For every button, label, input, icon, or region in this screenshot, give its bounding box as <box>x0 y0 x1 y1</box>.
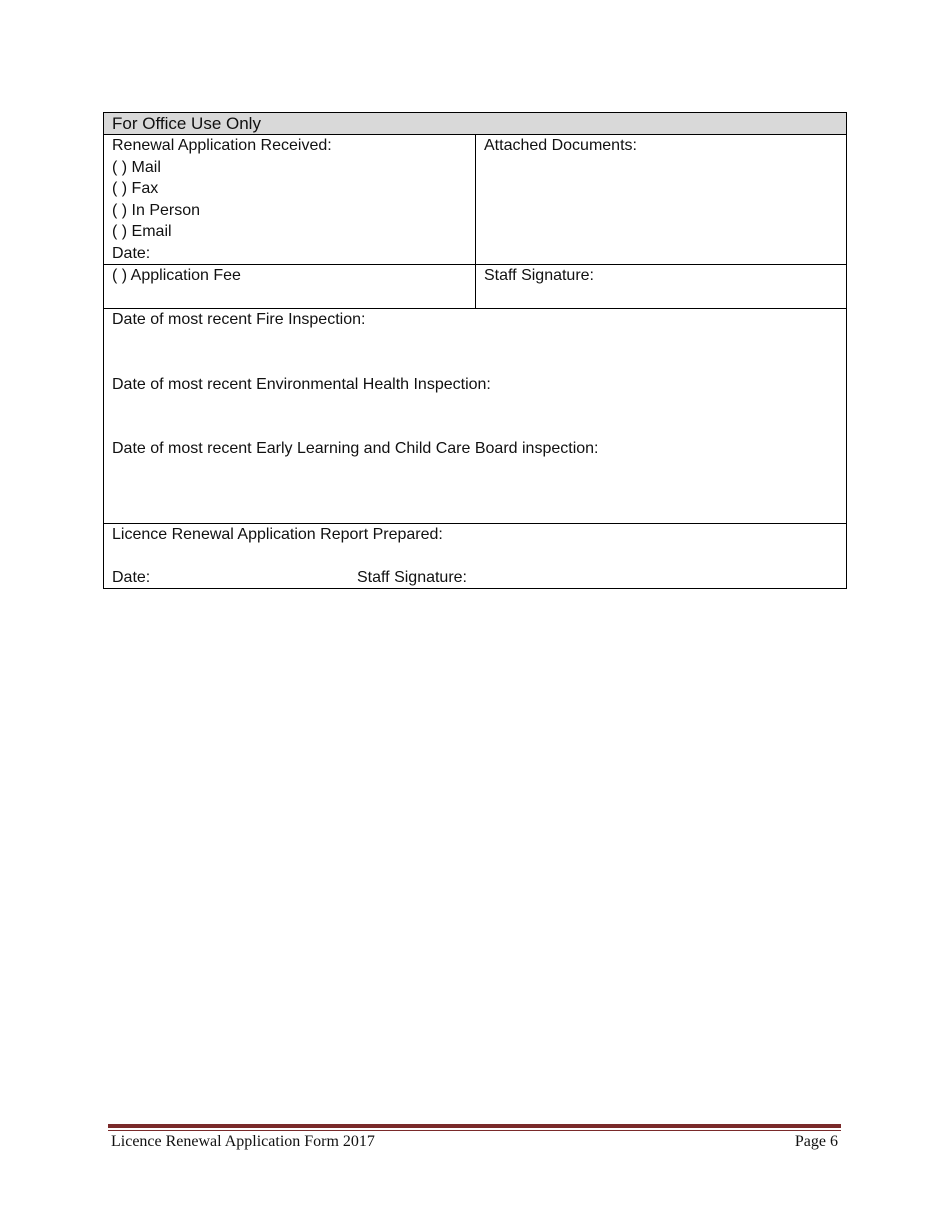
child-care-board-inspection-label: Date of most recent Early Learning and Child Care Board inspection: <box>112 440 599 457</box>
office-use-table <box>103 112 847 589</box>
staff-signature-cell <box>476 265 846 308</box>
report-date-label: Date: <box>112 568 151 586</box>
received-row <box>104 134 846 264</box>
received-date-label: Date: <box>112 244 151 262</box>
received-option-in-person: ( ) In Person <box>112 201 201 219</box>
fire-inspection-label: Date of most recent Fire Inspection: <box>112 311 366 328</box>
report-prepared-label: Licence Renewal Application Report Prepared: <box>112 526 443 543</box>
received-cell <box>104 135 476 264</box>
application-fee-label: ( ) Application Fee <box>112 267 241 284</box>
office-use-header <box>104 113 846 134</box>
attached-documents-cell <box>476 135 846 264</box>
footer-rule-thin <box>108 1130 841 1131</box>
received-option-fax: ( ) Fax <box>112 180 159 197</box>
application-fee-cell <box>104 265 476 308</box>
report-signoff <box>112 567 838 589</box>
footer-title: Licence Renewal Application Form 2017 <box>111 1133 375 1150</box>
received-label: Renewal Application Received: <box>112 137 332 154</box>
inspections-cell <box>104 309 846 523</box>
page-number: Page 6 <box>794 1133 838 1150</box>
office-use-title: For Office Use Only <box>112 114 261 133</box>
environmental-health-inspection-label: Date of most recent Environmental Health Inspection: <box>112 375 491 393</box>
footer-rule <box>108 1124 841 1128</box>
report-staff-signature-label: Staff Signature: <box>357 568 467 586</box>
inspections-row <box>104 308 846 523</box>
received-option-mail: ( ) Mail <box>112 158 161 176</box>
fee-row <box>104 264 846 308</box>
received-option-email: ( ) Email <box>112 223 172 240</box>
attached-documents-label: Attached Documents: <box>484 137 637 154</box>
report-cell <box>104 524 846 588</box>
staff-signature-label: Staff Signature: <box>484 267 594 284</box>
report-row <box>104 523 846 588</box>
